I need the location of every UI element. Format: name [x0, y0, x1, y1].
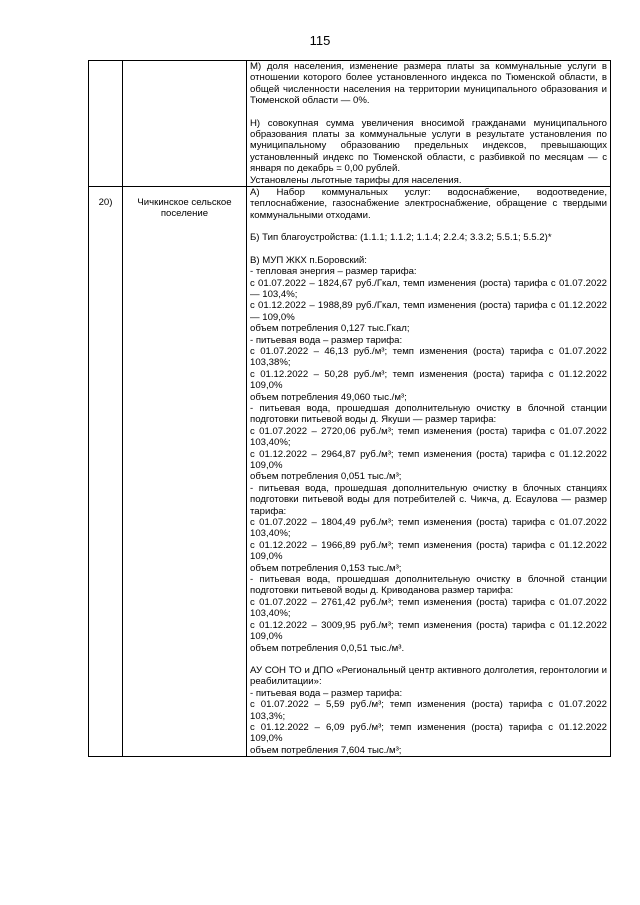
list-item: - питьевая вода – размер тарифа:: [250, 687, 403, 699]
list-item: объем потребления 0,153 тыс./м³;: [250, 562, 402, 574]
list-item: объем потребления 0,127 тыс.Гкал;: [250, 323, 410, 335]
list-item: с 01.07.2022 – 1824,67 руб./Гкал, темп изменения (роста) тарифа с 01.07.2022 — 103,4%;: [250, 277, 607, 300]
list-item: - питьевая вода – размер тарифа:: [250, 334, 403, 346]
cell-number-empty: [89, 61, 123, 187]
list-item: с 01.07.2022 – 2720,06 руб./м³; темп изменения (роста) тарифа с 01.07.2022 103,40%;: [250, 425, 607, 449]
list-item: объем потребления 0,051 тыс./м³;: [250, 471, 402, 483]
tariff-table: [88, 60, 611, 757]
list-item: с 01.12.2022 – 3009,95 руб./м³; темп изменения (роста) тарифа с 01.12.2022 109,0%: [250, 619, 607, 643]
list-item: с 01.12.2022 – 6,09 руб./м³; темп изменения (роста) тарифа с 01.12.2022 109,0%: [250, 721, 607, 745]
list-item: с 01.12.2022 – 1966,89 руб./м³; темп изменения (роста) тарифа с 01.12.2022 109,0%: [250, 539, 607, 563]
list-item: - питьевая вода, прошедшая дополнительную очистку в блочной станции подготовки питьевой воды д. Криводанова размер тарифа:: [250, 574, 607, 597]
paragraph-m: М) доля населения, изменение размера платы за коммунальные услуги в отношении которого более установленного индекса по Тюменской области, в общей численности населения на территории муниципального образования и Тюменской области — 0%.: [250, 61, 607, 107]
list-item: - питьевая вода, прошедшая дополнительную очистку в блочной станции подготовки питьевой воды д. Якуши — размер тарифа:: [250, 402, 607, 426]
list-item: объем потребления 49,060 тыс./м³;: [250, 391, 407, 403]
list-item: с 01.07.2022 – 5,59 руб./м³; темп изменения (роста) тарифа с 01.07.2022 103,3%;: [250, 699, 607, 722]
tariff-list-mup: [250, 266, 607, 654]
list-item: с 01.12.2022 – 2964,87 руб./м³; темп изменения (роста) тарифа с 01.12.2022 109,0%: [250, 448, 607, 471]
cell-content: [247, 61, 611, 187]
list-item: - питьевая вода, прошедшая дополнительную очистку в блочных станциях подготовки питьевой воды для потребителей с. Чикча, д. Есаулова — размер тарифа:: [250, 482, 607, 517]
list-item: с 01.07.2022 – 2761,42 руб./м³; темп изменения (роста) тарифа с 01.07.2022 103,40%;: [250, 596, 607, 620]
list-item: с 01.12.2022 – 50,28 руб./м³; темп изменения (роста) тарифа с 01.12.2022 109,0%: [250, 368, 607, 392]
paragraph-v-title: В) МУП ЖКХ п.Боровский:: [250, 254, 367, 266]
list-item: объем потребления 7,604 тыс./м³;: [250, 744, 402, 756]
paragraph-a: А) Набор коммунальных услуг: водоснабжение, водоотведение, теплоснабжение, газоснабжение электроснабжение, обращение с твердыми коммунальными отходами.: [250, 187, 607, 221]
list-item: с 01.07.2022 – 46,13 руб./м³; темп изменения (роста) тарифа с 01.07.2022 103,38%;: [250, 345, 607, 369]
cell-name-empty: [123, 61, 247, 187]
settlement-name: Чичкинское сельское поселение: [123, 187, 247, 757]
paragraph-benefits: Установлены льготные тарифы для населения.: [250, 174, 462, 186]
paragraph-au-title: АУ СОН ТО и ДПО «Региональный центр активного долголетия, геронтологии и реабилитации»:: [250, 664, 607, 688]
tariff-list-au: [250, 688, 607, 756]
list-item: с 01.07.2022 – 1804,49 руб./м³; темп изменения (роста) тарифа с 01.07.2022 103,40%;: [250, 517, 607, 540]
paragraph-b: Б) Тип благоустройства: (1.1.1; 1.1.2; 1.1.4; 2.2.4; 3.3.2; 5.5.1; 5.5.2)*: [250, 232, 552, 244]
page-number: 115: [309, 33, 331, 48]
table-row: [89, 187, 611, 757]
list-item: - тепловая энергия – размер тарифа:: [250, 266, 417, 278]
table-row: [89, 61, 611, 187]
row-number: 20): [89, 187, 123, 757]
paragraph-n: Н) совокупная сумма увеличения вносимой гражданами муниципального образования платы за коммунальные услуги в результате установления по муниципальному образованию предельных индексов, превышающих установленный индекс по Тюменской области, с разбивкой по месяцам — с января по декабрь = 0,00 рублей.: [250, 117, 607, 175]
cell-content: [247, 187, 611, 757]
list-item: с 01.12.2022 – 1988,89 руб./Гкал, темп изменения (роста) тарифа с 01.12.2022 — 109,0%: [250, 300, 607, 323]
list-item: объем потребления 0,0,51 тыс./м³.: [250, 642, 405, 654]
